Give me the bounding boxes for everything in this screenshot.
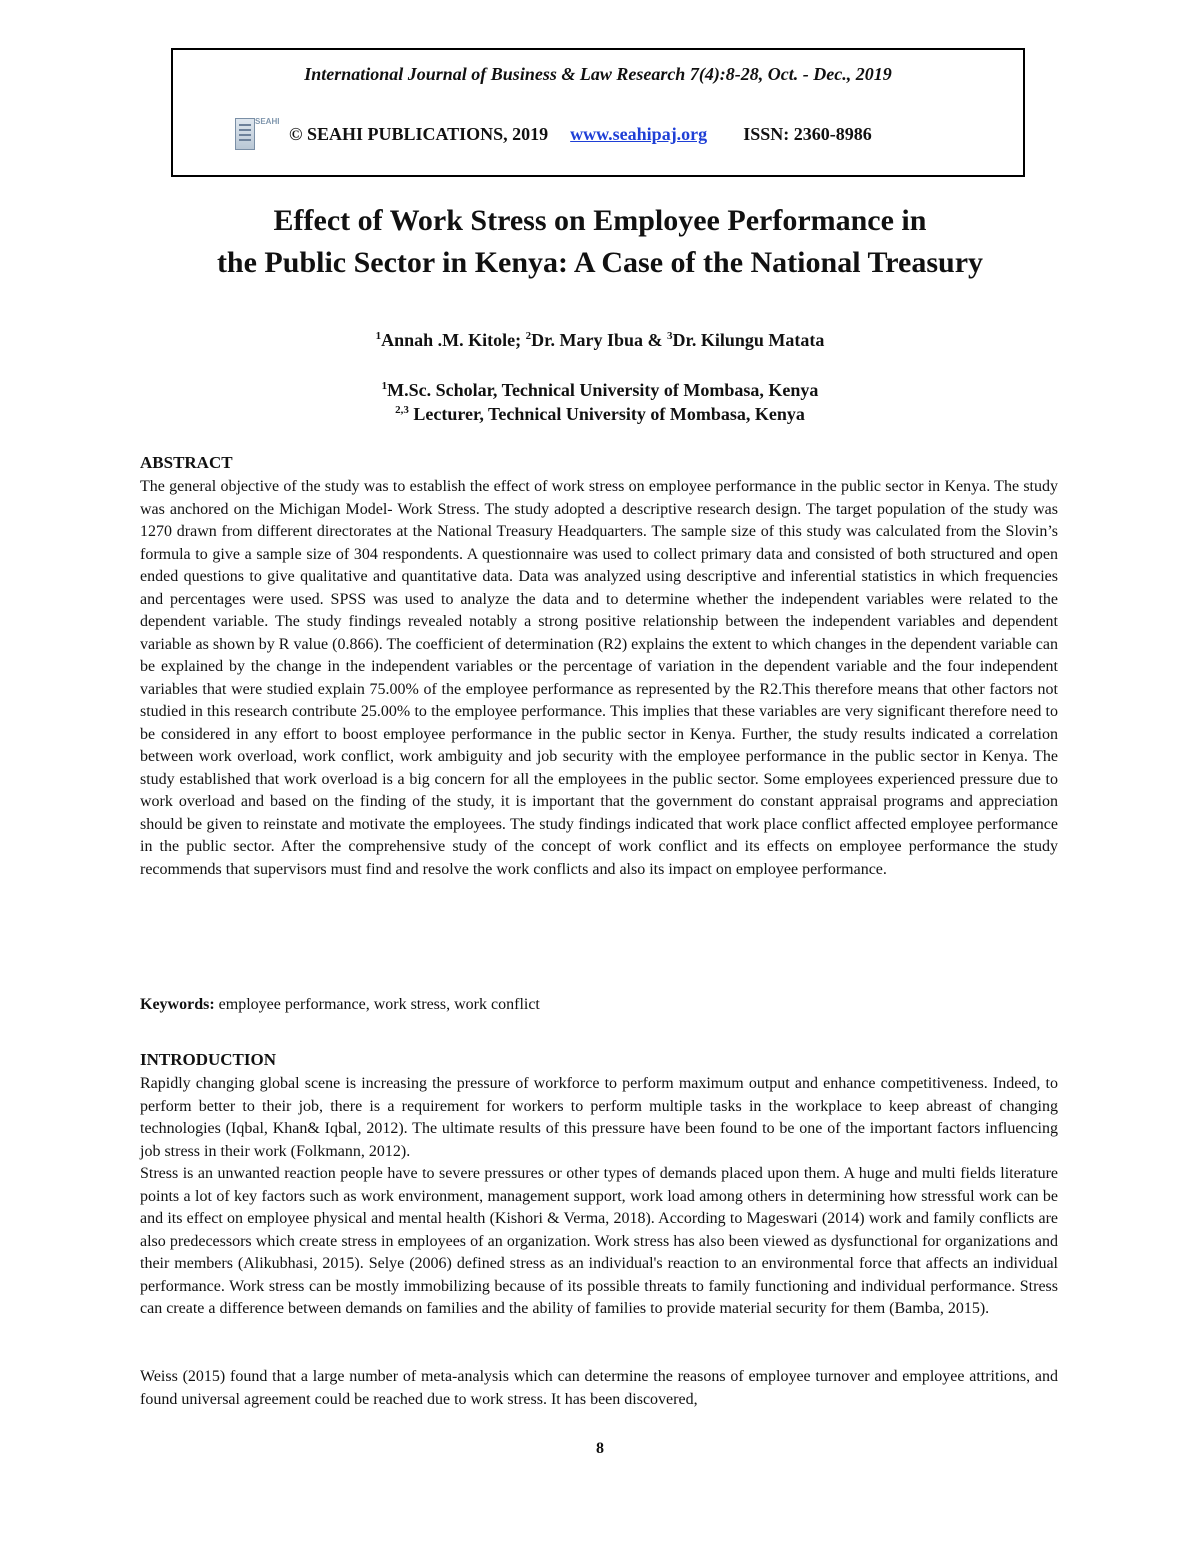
- publisher-copyright: © SEAHI PUBLICATIONS, 2019: [289, 123, 549, 144]
- author-1: Annah .M. Kitole;: [381, 330, 526, 350]
- intro-paragraph-2: Stress is an unwanted reaction people have to severe pressures or other types of demands placed upon them. A huge and multi fields literature points a lot of key factors such as work environment, management support, work load among others in determining how stressful work can be and its effect on employee physical and mental health (Kishori & Verma, 2018). According to Mageswari (2014) work and family conflicts are also predecessors which create stress in employees of an organization. Work stress has also been viewed as dysfunctional for organizations and their members (Alikubhasi, 2015). Selye (2006) defined stress as an individual's reaction to an environmental force that affects an individual performance. Work stress can be mostly immobilizing because of its possible threats to family functioning and individual performance. Stress can create a difference between demands on families and the ability of families to provide material security for them (Bamba, 2015).: [140, 1165, 1058, 1317]
- journal-citation: International Journal of Business & Law Research 7(4):8-28, Oct. - Dec., 2019: [304, 64, 892, 84]
- issn: ISSN: 2360-8986: [743, 123, 872, 144]
- affiliations: [0, 378, 1200, 426]
- title-line-1: Effect of Work Stress on Employee Performance in: [273, 204, 927, 237]
- publisher-url-link[interactable]: www.seahipaj.org: [570, 123, 708, 144]
- publisher-line: [233, 116, 993, 152]
- seahi-logo-icon: SEAHI: [233, 116, 273, 152]
- author-2: Dr. Mary Ibua &: [531, 330, 667, 350]
- abstract-heading: ABSTRACT: [140, 453, 233, 472]
- affiliation-1: $^1$M.Sc. Scholar, Technical University of Mombasa, Kenya: [381, 380, 819, 400]
- author-list: $^1$Annah .M. Kitole; $^2$Dr. Mary Ibua & $^3$Dr. Kilungu Matata: [375, 330, 825, 350]
- title-line-2: the Public Sector in Kenya: A Case of the National Treasury: [216, 246, 984, 279]
- keywords-line: [140, 996, 540, 1014]
- intro-paragraph-3: Weiss (2015) found that a large number of meta-analysis which can determine the reasons of employee turnover and employee attritions, and found universal agreement could be reached due to work stress. It has been discovered,: [140, 1368, 1058, 1408]
- journal-header-box: [171, 48, 1025, 177]
- paper-title: [0, 200, 1200, 284]
- introduction-heading: INTRODUCTION: [140, 1050, 277, 1069]
- keywords-values: employee performance, work stress, work conflict: [214, 996, 540, 1013]
- abstract-body: The general objective of the study was to establish the effect of work stress on employee performance in the public sector in Kenya. The study was anchored on the Michigan Model- Work Stress. The study adopted a descriptive research design. The target population of the study was 1270 drawn from different directorates at the National Treasury Headquarters. The sample size of this study was calculated from the Slovin’s formula to give a sample size of 304 respondents. A questionnaire was used to collect primary data and consisted of both structured and open ended questions to give qualitative and quantitative data. Data was analyzed using descriptive and inferential statistics in which frequencies and percentages were used. SPSS was used to analyze the data and to determine whether the independent variables were related to the dependent variable. The study findings revealed notably a strong positive relationship between the independent variables and dependent variable as shown by R value (0.866). The coefficient of determination (R2) explains the extent to which changes in the dependent variable can be explained by the change in the independent variables or the percentage of variation in the dependent variable and the four independent variables that were studied explain 75.00% of the employee performance as represented by the R2.This therefore means that other factors not studied in this research contribute 25.00% to the employee performance. This implies that these variables are very significant therefore need to be considered in any effort to boost employee performance in the public sector in Kenya. Further, the study results indicated a correlation between work overload, work conflict, work ambiguity and job security with the employee performance in the public sector in Kenya. The study established that work overload is a big concern for all the employees in the public sector. Some employees experienced pressure due to work overload and based on the finding of the study, it is important that the government do constant appraisal programs and appreciation should be given to reinstate and motivate the employees. The study findings indicated that work place conflict affected employee performance in the public sector. After the comprehensive study of the concept of work conflict and its effects on employee performance the study recommends that supervisors must find and resolve the work conflicts and also its impact on employee performance.: [140, 478, 1058, 878]
- page-number: 8: [596, 1440, 604, 1457]
- affiliation-2: $^{2,3}$ Lecturer, Technical University of Mombasa, Kenya: [395, 404, 805, 424]
- author-3: Dr. Kilungu Matata: [672, 330, 825, 350]
- intro-paragraph-1: Rapidly changing global scene is increasing the pressure of workforce to perform maximum output and enhance competitiveness. Indeed, to perform better to their job, there is a requirement for workers to perform multiple tasks in the workplace to keep abreast of changing technologies (Iqbal, Khan& Iqbal, 2012). The ultimate results of this pressure have been found to be one of the important factors influencing job stress in their work (Folkmann, 2012).: [140, 1075, 1058, 1160]
- keywords-label: Keywords:: [140, 996, 215, 1013]
